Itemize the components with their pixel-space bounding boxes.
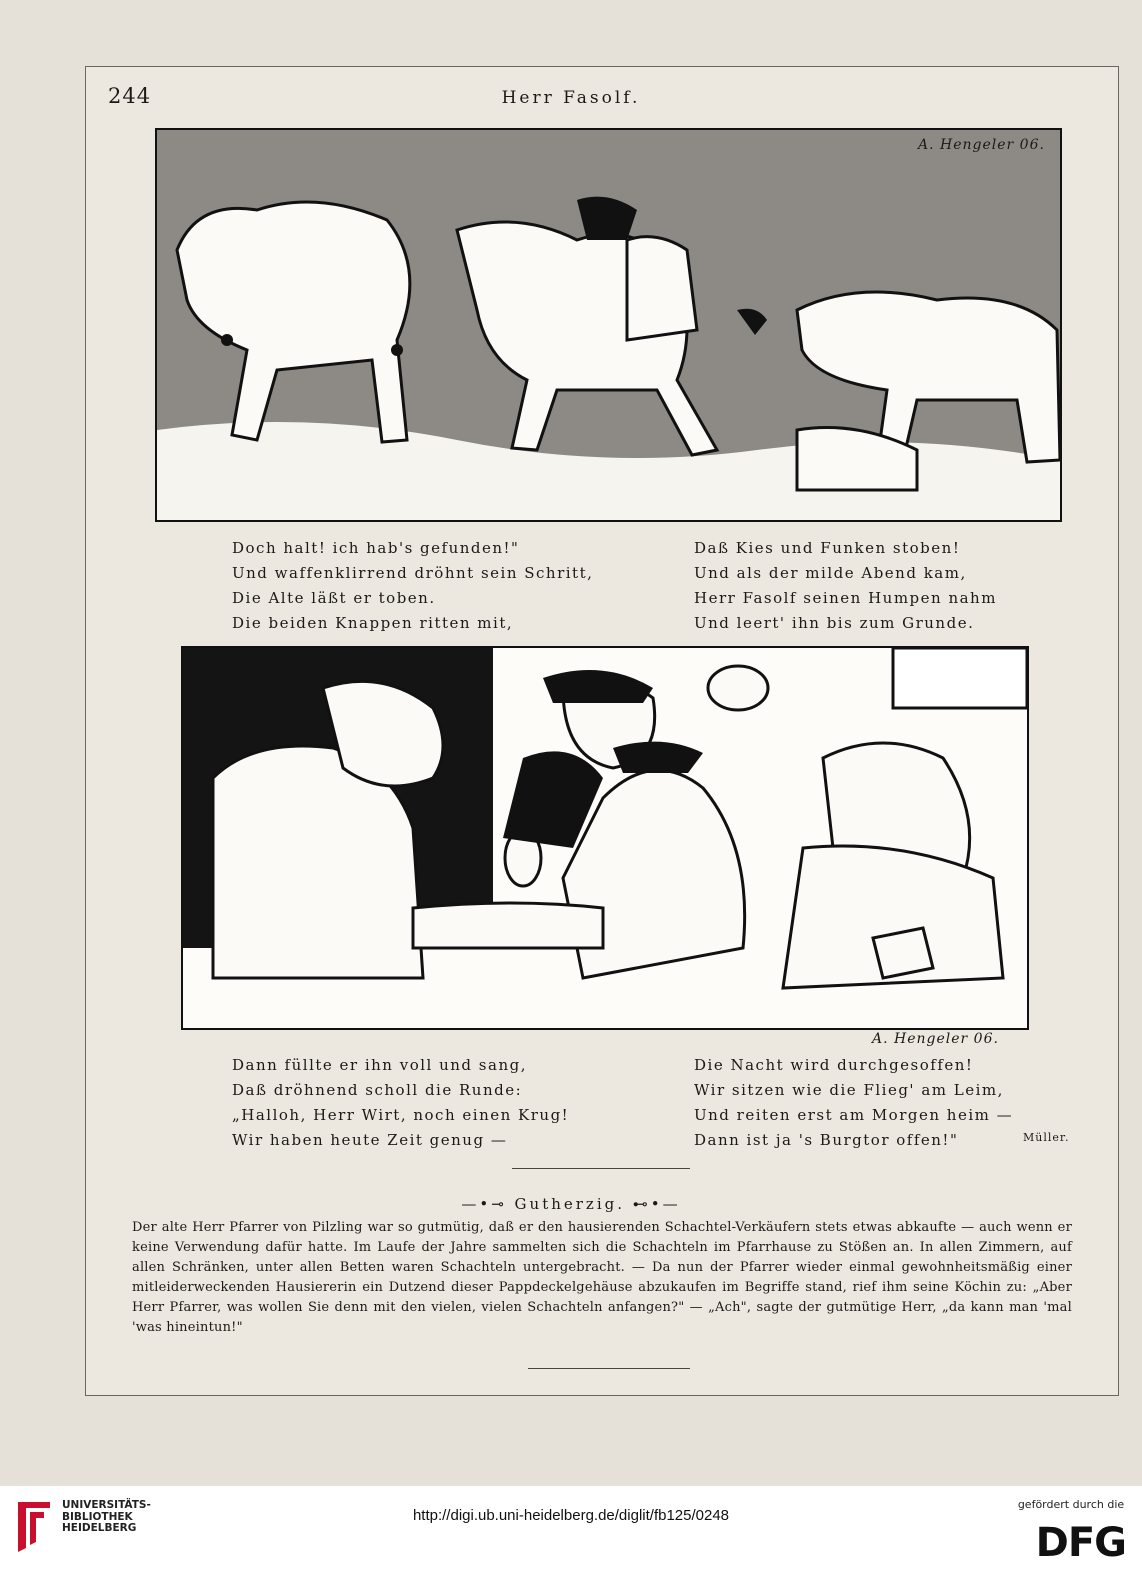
tavern-drawing xyxy=(183,648,1027,1028)
illustration-riders xyxy=(155,128,1062,522)
verse-line: Daß dröhnend scholl die Runde: xyxy=(232,1081,523,1099)
riders-drawing xyxy=(157,130,1060,520)
verse-line: Herr Fasolf seinen Humpen nahm xyxy=(694,589,997,607)
stanza-bottom-right xyxy=(694,1053,1013,1153)
verse-line: Und reiten erst am Morgen heim — xyxy=(694,1106,1014,1124)
illustration-tavern xyxy=(181,646,1029,1030)
logo-line: UNIVERSITÄTS- xyxy=(62,1499,151,1511)
ornament-left-icon: —•⊸ xyxy=(461,1195,515,1213)
stanza-top-right xyxy=(694,536,997,636)
stanza-top-left xyxy=(232,536,593,636)
verse-line: Und als der milde Abend kam, xyxy=(694,564,967,582)
divider-rule xyxy=(528,1368,690,1369)
verse-line: Dann ist ja 's Burgtor offen!" xyxy=(694,1131,959,1149)
permalink-url[interactable]: http://digi.ub.uni-heidelberg.de/diglit/fb125/0248 xyxy=(412,1507,730,1524)
logo-line: HEIDELBERG xyxy=(62,1522,137,1534)
verse-line: Dann füllte er ihn voll und sang, xyxy=(232,1056,527,1074)
dfg-logo[interactable]: DFG xyxy=(1035,1520,1126,1566)
running-title: Herr Fasolf. xyxy=(501,88,641,108)
page-number: 244 xyxy=(108,84,152,108)
stanza-bottom-left xyxy=(232,1053,569,1153)
illustration-2-signature: A. Hengeler 06. xyxy=(872,1031,999,1047)
section-title-text: Gutherzig. xyxy=(514,1195,625,1213)
illustration-1-signature: A. Hengeler 06. xyxy=(918,137,1045,153)
verse-line: Wir haben heute Zeit genug — xyxy=(232,1131,508,1149)
verse-line: Doch halt! ich hab's gefunden!" xyxy=(232,539,520,557)
verse-line: „Halloh, Herr Wirt, noch einen Krug! xyxy=(232,1106,570,1124)
footer-bar xyxy=(0,1486,1142,1571)
ornament-right-icon: ⊷•— xyxy=(625,1195,681,1213)
section-title xyxy=(0,1195,1142,1213)
verse-line: Daß Kies und Funken stoben! xyxy=(694,539,961,557)
author-name: Müller. xyxy=(1023,1131,1070,1144)
divider-rule xyxy=(512,1168,690,1169)
verse-line: Die Nacht wird durchgesoffen! xyxy=(694,1056,974,1074)
logo-line: BIBLIOTHEK xyxy=(62,1510,133,1523)
verse-line: Die Alte läßt er toben. xyxy=(232,589,436,607)
funder-text: gefördert durch die xyxy=(1017,1498,1125,1511)
verse-line: Wir sitzen wie die Flieg' am Leim, xyxy=(694,1081,1004,1099)
verse-line: Und leert' ihn bis zum Grunde. xyxy=(694,614,975,632)
section-text: Der alte Herr Pfarrer von Pilzling war so gutmütig, daß er den hausierenden Schachtel-Verkäufern stets etwas abkaufte — auch wenn er keine Verwendung dafür hatte. Im Laufe der Jahre sammelten sich die Schachteln im Pfarrhause zu Stößen an. In allen Zimmern, auf allen Schränken, unter allen Betten waren Schachteln untergebracht. — Da nun der Pfarrer wieder einmal gewohnheitsmäßig einer mitleiderweckenden Hausiererin ein Dutzend dieser Pappdeckelgehäuse abzukaufen im Begriffe stand, rief ihm seine Köchin zu: „Aber Herr Pfarrer, was wollen Sie denn mit den vielen, vielen Schachteln anfangen?" — „Ach", sagte der gutmütige Herr, „da kann man 'mal 'was hineintun!" xyxy=(132,1220,1072,1335)
verse-line: Die beiden Knappen ritten mit, xyxy=(232,614,514,632)
verse-line: Und waffenklirrend dröhnt sein Schritt, xyxy=(232,564,594,582)
